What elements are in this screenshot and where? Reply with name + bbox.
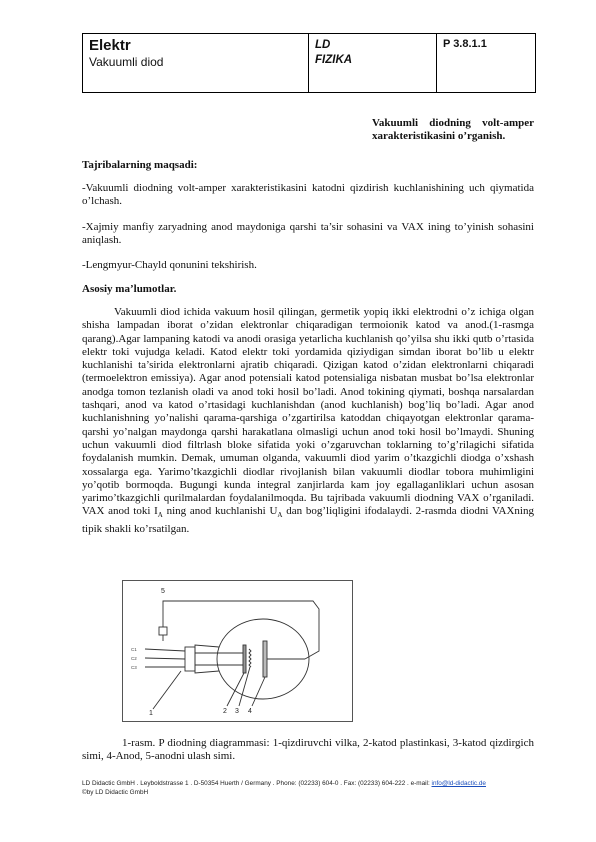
footer-address: LD Didactic GmbH . Leyboldstrasse 1 . D-50354 Huerth / Germany . Phone: (02233) 604-0 . Fax: (02233) 604-222 . e-mail: [82, 780, 432, 787]
terminal-label-c1: C1 [131, 647, 137, 652]
diode-diagram [123, 581, 352, 721]
subscript-a1: A [157, 511, 163, 520]
footer-copyright: ©by LD Didactic GmbH [82, 789, 149, 796]
anode-plate [263, 641, 267, 677]
header-code-cell [437, 34, 535, 92]
header-topic: Vakuumli diod [89, 55, 164, 69]
header-table [82, 33, 536, 93]
terminal-lead-c2 [145, 658, 185, 659]
terminal-label-c3: C3 [131, 665, 137, 670]
header-publisher-cell [309, 34, 437, 92]
body-text-part3: dan bog’liqligini ifodalaydi. 2-rasmda diodni VAXning tipik shakli ko’rsatilgan. [82, 505, 534, 535]
header-subject-cell [83, 34, 309, 92]
footer-email-link[interactable]: info@ld-didactic.de [431, 780, 486, 787]
footer [82, 779, 542, 797]
cathode-plate [243, 645, 246, 673]
leader-line-4 [252, 677, 265, 706]
aim-item-1: -Vakuumli diodning volt-amper xarakteristikasini katodni qizdirish kuchlanishining uch qiymatida o’lchash. [82, 182, 534, 208]
body-text-part2: ning anod kuchlanishi U [162, 505, 278, 518]
terminal-label-c2: C2 [131, 656, 137, 661]
aims-heading: Tajribalarning maqsadi: [82, 159, 198, 171]
heater-filament [249, 649, 251, 667]
figure-caption: 1-rasm. P diodning diagrammasi: 1-qizdiruvchi vilka, 2-katod plastinkasi, 3-katod qizdirgich simi, 4-Anod, 5-anodni ulash simi. [82, 737, 534, 763]
experiment-title: Vakuumli diodning volt-amper xarakteristikasini o’rganish. [372, 117, 534, 143]
bulb-neck [195, 645, 219, 673]
aim-item-2: -Xajmiy manfiy zaryadning anod maydoniga qarshi ta’sir sohasini va VAX ining to’yinish sohasini aniqlash. [82, 221, 534, 247]
label-3: 3 [235, 708, 239, 715]
subscript-a2: A [277, 511, 283, 520]
aim-item-3: -Lengmyur-Chayld qonunini tekshirish. [82, 259, 257, 271]
publisher-line2: FIZIKA [315, 54, 353, 66]
leader-line-1 [153, 671, 181, 709]
heater-plug-base [185, 647, 195, 671]
info-heading: Asosiy ma’lumotlar. [82, 283, 177, 295]
anode-wire [163, 601, 319, 659]
anode-plug [159, 627, 167, 635]
experiment-code: P 3.8.1.1 [443, 38, 487, 50]
diode-diagram-figure [122, 580, 353, 722]
publisher-line1: LD [315, 39, 331, 51]
body-paragraph [82, 306, 534, 536]
leader-line-2 [227, 673, 244, 706]
header-subject: Elektr [89, 37, 131, 54]
label-5: 5 [161, 588, 165, 595]
body-text-part1: Vakuumli diod ichida vakuum hosil qilingan, germetik yopiq ikki elektrodni o’z ichiga olgan shisha lampadan iborat o’zidan elektronlar chiqaradigan termoionik katod va anod.(1-rasmga qarang).Agar lampaning katodi va anodi orasiga yetarlicha kuchlanish qo’yilsa shu ikki qutb o’rtasida elektr toki vujudga keladi. Katod elektr toki yordamida qiziydigan simdan iborat bo’lib u elektr kuchlanishi ta’sirida elektronlarni ajratib chiqaradi. Qizigan katod o’zidan elektronlarni chiqaradi (termoelektron emissiya). Agar anod potensiali katod potensialiga nisbatan musbat bo’lsa elektronlar anodga tomon tezlanish oladi va anod toki hosil bo’ladi. Anod tokining qiymati, boshqa narsalardan tashqari, anod va katod o’rtasidagi kuchlanishdan (anod kuchlanish) bog’liq bo’ladi. Agar anod kuchlanishning yo’nalishi qarama-qarshiga o’zgartirilsa katoddan chiqayotgan elektronlar qarama-qarshi yo’nalgan maydonga qarshi harakatlana olmasligi uchun anod toki hosil bo’lmaydi. Shuning uchun vakuumli diod filtrlash bloke sifatida yoki o’zgaruvchan toklarning to’g’rilagichi sifatida foydalanish mumkin. Demak, umuman olganda, vakuumli diod yarim o’tkazgichli diodga o’xshash xossalarga ega. Yarimo’tkazgichli diodlar rivojlanish bilan vakuumli diodlar tobora muhimligini yo’qotib bormoqda. Bugungi kunda integral zanjirlarda kam joy egallaganliklari uchun asosan yarimo’tkazgichli qurilmalardan foydalanilmoqda. Bu tajribada vakuumli diodning VAX o’rganiladi. VAX anod toki I [82, 306, 534, 518]
label-4: 4 [248, 708, 252, 715]
label-1: 1 [149, 710, 153, 717]
footer-contact-line [82, 779, 542, 788]
terminal-lead-c1 [145, 649, 185, 651]
label-2: 2 [223, 708, 227, 715]
